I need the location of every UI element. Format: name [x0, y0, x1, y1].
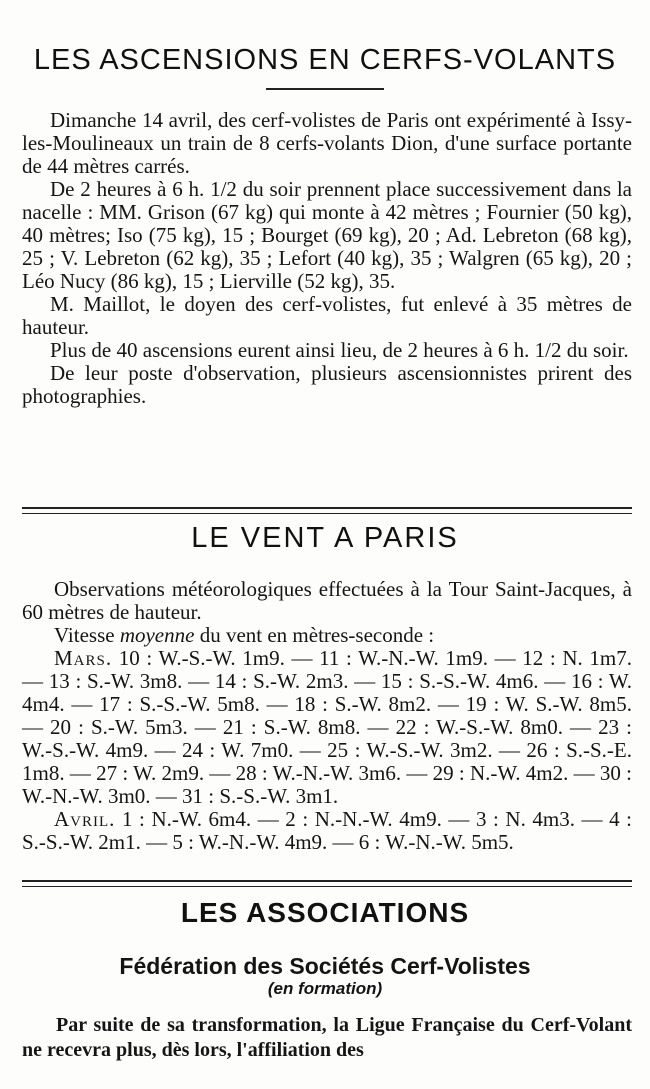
paragraph: De 2 heures à 6 h. 1/2 du soir prennent place successivement dans la nacelle : MM. Grison (67 kg) qui monte à 42 mètres ; Fournier (50 kg), 40 mètres; Iso (75 kg), 15 ; Bourget (69 kg), 20 ; Ad. Lebreton (68 kg), 25 ; V. Lebreton (62 kg), 35 ; Lefort (40 kg), 35 ; Walgren (65 kg), 20 ; Léo Nucy (86 kg), 15 ; Lierville (52 kg), 35.	[22, 177, 632, 293]
month-label: Avril.	[54, 807, 116, 831]
text: Vitesse	[54, 623, 120, 647]
paragraph: Plus de 40 ascensions eurent ainsi lieu, de 2 heures à 6 h. 1/2 du soir.	[50, 338, 629, 362]
text: du vent en mètres-seconde :	[194, 623, 435, 647]
article-associations	[22, 1013, 632, 1063]
heading-kite-ascents: LES ASCENSIONS EN CERFS-VOLANTS	[33, 44, 617, 76]
march-observations	[22, 647, 632, 808]
section-divider	[22, 507, 632, 514]
paragraph-speed	[22, 624, 632, 647]
subheading-federation: Fédération des Sociétés Cerf-Volistes	[119, 953, 531, 979]
observation-data: 1 : N.-W. 6m4. — 2 : N.-N.-W. 4m9. — 3 : N. 4m3. — 4 : S.-S.-W. 2m1. — 5 : W.-N.-W. 4m9. — 6 : W.-N.-W. 5m5.	[22, 807, 632, 854]
paragraph: Par suite de sa transformation, la Ligue Française du Cerf-Volant ne recevra plus, dès lors, l'affiliation des	[22, 1014, 632, 1061]
subheading-note: (en formation)	[267, 979, 383, 998]
paragraph: De leur poste d'observation, plusieurs ascensionnistes prirent des photographies.	[22, 361, 632, 408]
article-wind-paris	[22, 578, 632, 854]
paragraph: M. Maillot, le doyen des cerf-volistes, fut enlevé à 35 mètres de hauteur.	[22, 292, 632, 339]
section-divider	[22, 880, 632, 887]
heading-underline	[266, 88, 384, 90]
article-kite-ascents	[22, 109, 632, 408]
paragraph: Observations météorologiques effectuées à la Tour Saint-Jacques, à 60 mètres de hauteur.	[22, 577, 632, 624]
observation-data: 10 : W.-S.-W. 1m9. — 11 : W.-N.-W. 1m9. — 12 : N. 1m7. — 13 : S.-W. 3m8. — 14 : S.-W. 2m3. — 15 : S.-S.-W. 4m6. — 16 : W. 4m4. — 17 : S.-S.-W. 5m8. — 18 : S.-W. 8m2. — 19 : W. S.-W. 8m5. — 20 : S.-W. 5m3. — 21 : S.-W. 8m8. — 22 : W.-S.-W. 8m0. — 23 : W.-S.-W. 4m9. — 24 : W. 7m0. — 25 : W.-S.-W. 3m2. — 26 : S.-S.-E. 1m8. — 27 : W. 2m9. — 28 : W.-N.-W. 3m6. — 29 : N.-W. 4m2. — 30 : W.-N.-W. 3m0. — 31 : S.-S.-W. 3m1.	[22, 646, 633, 808]
april-observations	[22, 808, 632, 854]
heading-associations: LES ASSOCIATIONS	[180, 897, 470, 928]
italic-text: moyenne	[119, 623, 195, 647]
heading-wind-paris: LE VENT A PARIS	[191, 522, 459, 554]
month-label: Mars.	[54, 646, 113, 670]
paragraph: Dimanche 14 avril, des cerf-volistes de Paris ont expérimenté à Issy-les-Moulineaux un train de 8 cerfs-volants Dion, d'une surface portante de 44 mètres carrés.	[22, 108, 632, 178]
